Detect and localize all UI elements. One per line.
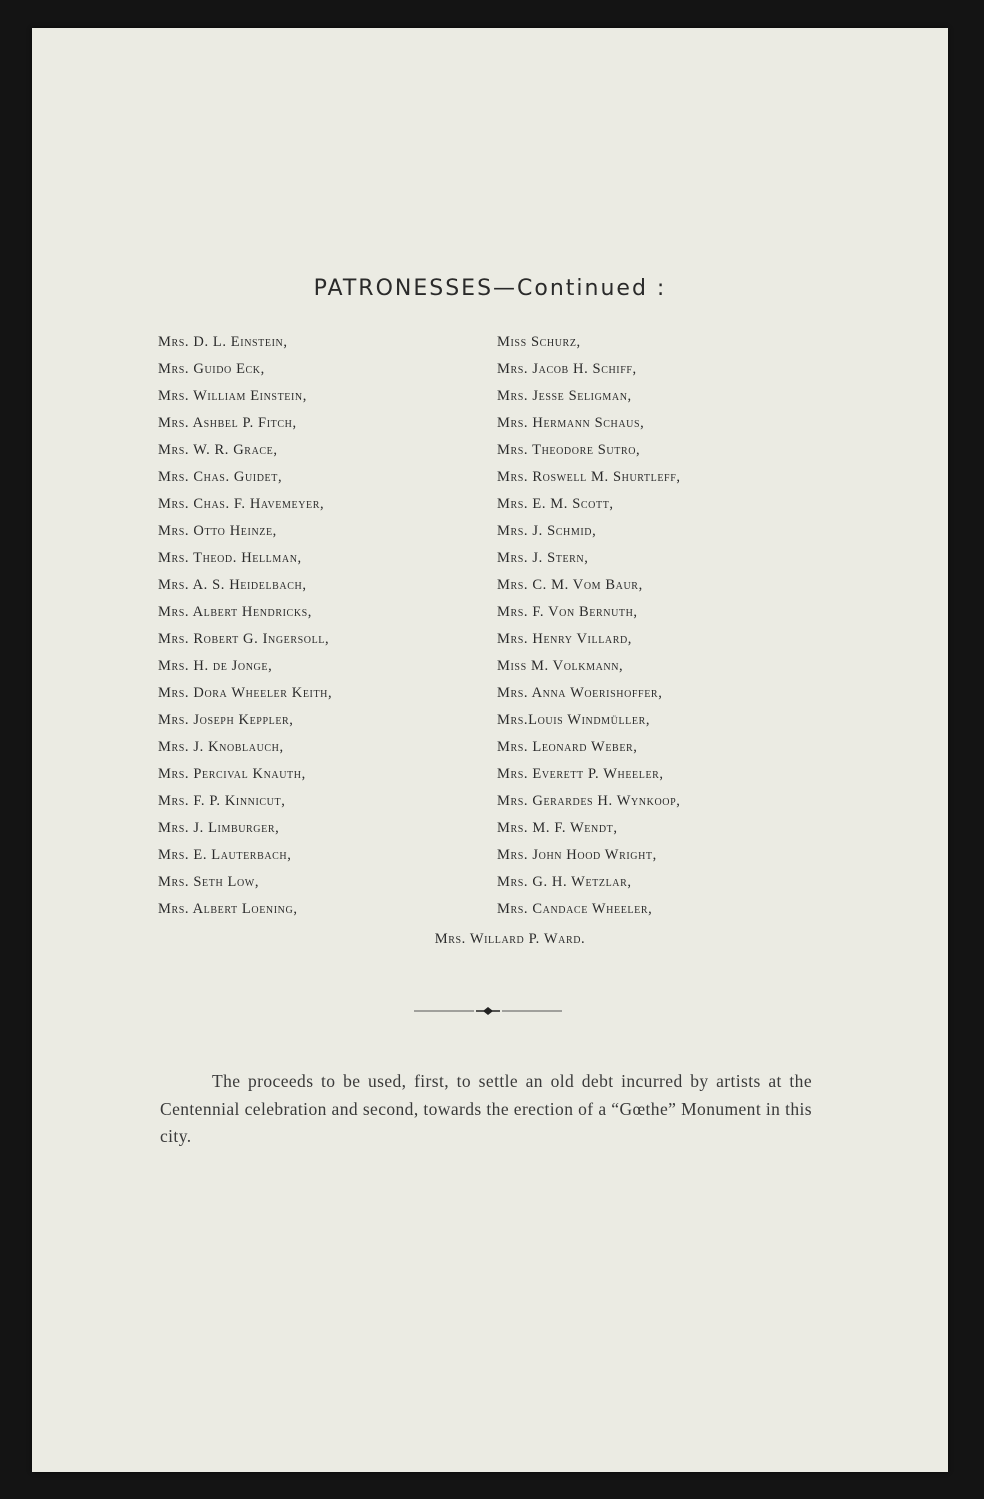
patroness-name: Mrs. Jacob H. Schiff, (497, 361, 637, 377)
page-heading: PATRONESSES—Continued : (313, 276, 667, 301)
patroness-name: Mrs. J. Schmid, (497, 523, 597, 539)
patroness-name: Mrs. E. Lauterbach, (158, 847, 292, 863)
patroness-name: Mrs. D. L. Einstein, (158, 334, 288, 350)
patroness-name: Mrs. Chas. F. Havemeyer, (158, 496, 325, 512)
patroness-name: Mrs. Chas. Guidet, (158, 469, 283, 485)
proceeds-paragraph: The proceeds to be used, first, to settle an old debt incurred by artists at the Centennial celebration and second, towards the erection of a “Gœthe” Monument in this city. (160, 1071, 812, 1146)
patroness-name: Mrs. Albert Hendricks, (158, 604, 313, 620)
patroness-name: Mrs. Albert Loening, (158, 901, 298, 917)
document-page (32, 28, 948, 1472)
patroness-name: Mrs. Percival Knauth, (158, 766, 306, 782)
patroness-name: Mrs. Guido Eck, (158, 361, 265, 377)
patroness-name: Mrs. H. de Jonge, (158, 658, 273, 674)
patroness-name: Miss M. Volkmann, (497, 658, 624, 674)
patroness-name: Miss Schurz, (497, 334, 581, 350)
patroness-name: Mrs. Robert G. Ingersoll, (158, 631, 330, 647)
patroness-name: Mrs. Theodore Sutro, (497, 442, 641, 458)
ornament-divider (414, 1005, 562, 1017)
patroness-name: Mrs. Dora Wheeler Keith, (158, 685, 333, 701)
patroness-name: Mrs. M. F. Wendt, (497, 820, 618, 836)
patroness-name: Mrs. Otto Heinze, (158, 523, 277, 539)
patroness-name: Mrs. Everett P. Wheeler, (497, 766, 664, 782)
patroness-name: Mrs. William Einstein, (158, 388, 307, 404)
patroness-name: Mrs. Anna Woerishoffer, (497, 685, 663, 701)
patroness-name: Mrs. F. Von Bernuth, (497, 604, 638, 620)
patroness-name: Mrs. A. S. Heidelbach, (158, 577, 307, 593)
patroness-name: Mrs. Ashbel P. Fitch, (158, 415, 297, 431)
patroness-name: Mrs. Theod. Hellman, (158, 550, 302, 566)
patroness-name: Mrs. F. P. Kinnicut, (158, 793, 286, 809)
patroness-name: Mrs. Roswell M. Shurtleff, (497, 469, 681, 485)
patroness-name: Mrs. Candace Wheeler, (497, 901, 653, 917)
patroness-name: Mrs. Seth Low, (158, 874, 260, 890)
patroness-name: Mrs. Henry Villard, (497, 631, 633, 647)
patroness-name: Mrs. Hermann Schaus, (497, 415, 645, 431)
patroness-name: Mrs.Louis Windmüller, (497, 712, 651, 728)
patronesses-left-column (158, 329, 332, 923)
patroness-name: Mrs. J. Stern, (497, 550, 589, 566)
patroness-name: Mrs. J. Limburger, (158, 820, 280, 836)
patroness-name: Mrs. Joseph Keppler, (158, 712, 294, 728)
patroness-name: Mrs. Gerardes H. Wynkoop, (497, 793, 681, 809)
patroness-name: Mrs. E. M. Scott, (497, 496, 614, 512)
patroness-name: Mrs. C. M. Vom Baur, (497, 577, 643, 593)
final-patroness-name: Mrs. Willard P. Ward. (434, 931, 586, 947)
patroness-name: Mrs. Leonard Weber, (497, 739, 638, 755)
patroness-name: Mrs. W. R. Grace, (158, 442, 278, 458)
patroness-name: Mrs. J. Knoblauch, (158, 739, 284, 755)
patronesses-right-column (497, 329, 681, 923)
patroness-name: Mrs. G. H. Wetzlar, (497, 874, 632, 890)
patroness-name: Mrs. Jesse Seligman, (497, 388, 632, 404)
patroness-name: Mrs. John Hood Wright, (497, 847, 657, 863)
